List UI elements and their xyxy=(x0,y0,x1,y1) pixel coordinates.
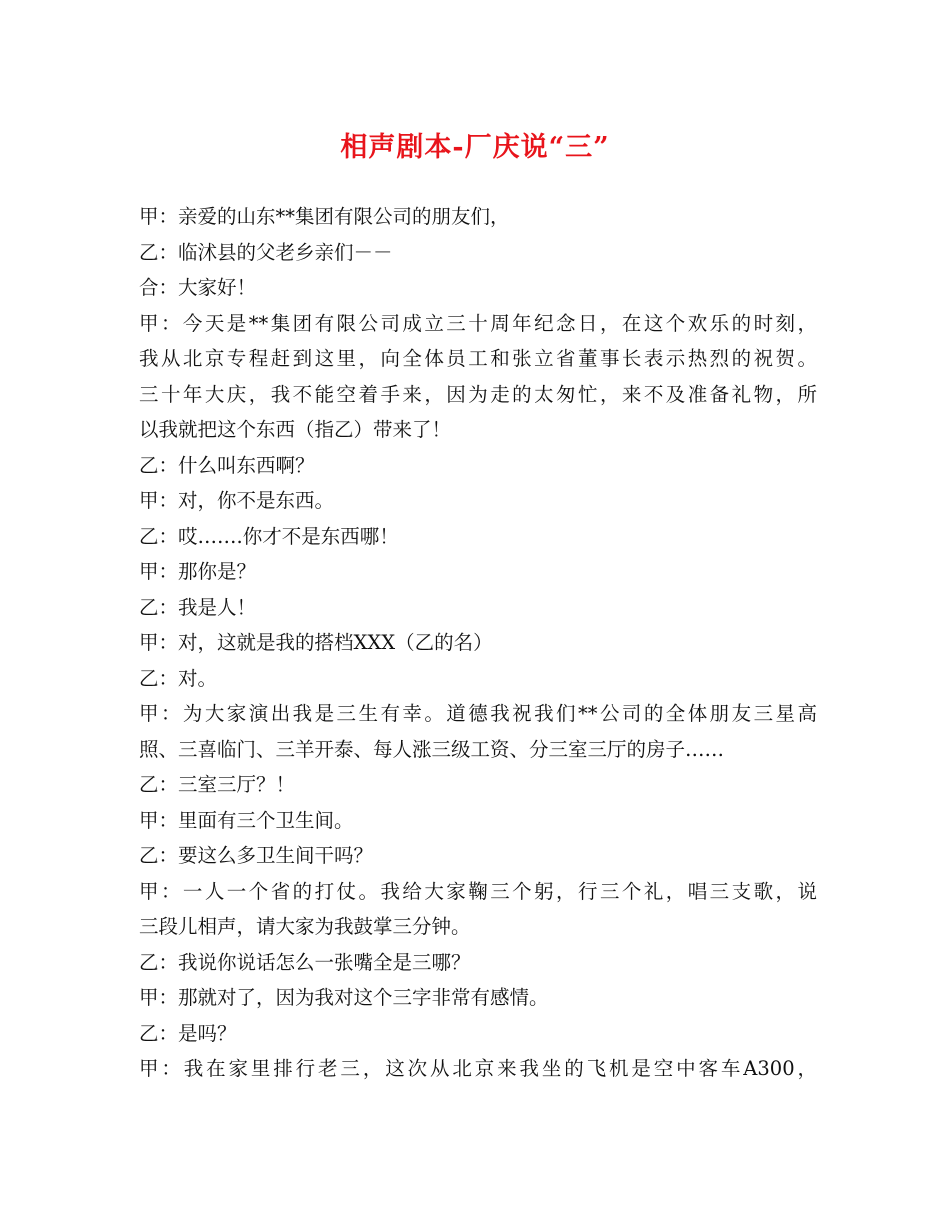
script-line: 甲：对，这就是我的搭档XXX（乙的名） xyxy=(139,631,493,654)
script-line: 甲：一人一个省的打仗。我给大家鞠三个躬，行三个礼，唱三支歌，说 xyxy=(139,879,817,903)
script-line: 乙：是吗？ xyxy=(139,1021,237,1045)
script-line: 乙：对。 xyxy=(139,666,218,690)
script-line: 甲：里面有三个卫生间。 xyxy=(139,808,354,832)
script-line: 甲：我在家里排行老三，这次从北京来我坐的飞机是空中客车A300， xyxy=(139,1057,817,1080)
script-line: 乙：我是人！ xyxy=(139,595,257,619)
script-line: 照、三喜临门、三羊开泰、每人涨三级工资、分三室三厅的房子…… xyxy=(139,737,725,761)
script-line: 我从北京专程赶到这里，向全体员工和张立省董事长表示热烈的祝贺。 xyxy=(139,347,817,370)
script-line: 以我就把这个东西（指乙）带来了！ xyxy=(139,418,452,441)
script-line: 甲：那你是？ xyxy=(139,560,257,583)
script-body xyxy=(139,199,817,1087)
script-line: 乙：要这么多卫生间干吗？ xyxy=(139,844,374,867)
document-title: 相声剧本-厂庆说“三” xyxy=(340,132,610,163)
script-line: 甲：今天是**集团有限公司成立三十周年纪念日，在这个欢乐的时刻， xyxy=(139,311,817,335)
script-line: 甲：为大家演出我是三生有幸。道德我祝我们**公司的全体朋友三星高 xyxy=(139,702,817,725)
script-line: 甲：对，你不是东西。 xyxy=(139,489,335,512)
script-line: 乙：我说你说话怎么一张嘴全是三哪？ xyxy=(139,950,471,974)
script-line: 乙：哎…….你才不是东西哪！ xyxy=(139,524,399,548)
script-line: 乙：三室三厅？！ xyxy=(139,773,296,796)
script-line: 甲：亲爱的山东**集团有限公司的朋友们， xyxy=(139,205,510,228)
script-line: 三十年大庆，我不能空着手来，因为走的太匆忙，来不及准备礼物，所 xyxy=(139,382,817,406)
script-line: 三段儿相声，请大家为我鼓掌三分钟。 xyxy=(139,915,471,938)
script-line: 乙：临沭县的父老乡亲们－－ xyxy=(139,240,393,264)
script-line: 乙：什么叫东西啊？ xyxy=(139,453,315,477)
script-line: 甲：那就对了，因为我对这个三字非常有感情。 xyxy=(139,986,549,1009)
script-line: 合：大家好！ xyxy=(139,276,257,299)
